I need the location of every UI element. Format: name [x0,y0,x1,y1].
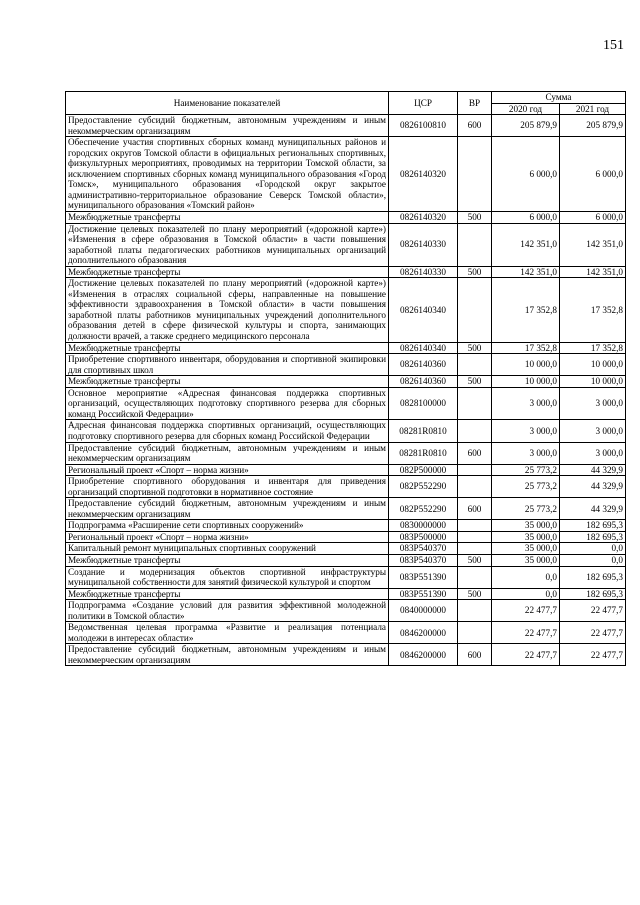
row-vr [458,420,492,442]
row-name: Предоставление субсидий бюджетным, автономным учреждениям и иным некоммерческим организациям [66,498,389,520]
row-sum-2021: 142 351,0 [560,223,626,266]
table-row [66,622,626,644]
row-sum-2020: 205 879,9 [492,115,560,137]
row-sum-2021: 182 695,3 [560,566,626,588]
row-sum-2021: 3 000,0 [560,420,626,442]
row-csr: 082P552290 [389,498,458,520]
row-sum-2020: 3 000,0 [492,442,560,464]
row-name: Приобретение спортивного инвентаря, оборудования и спортивной экипировки для спортивных школ [66,354,389,376]
row-name: Региональный проект «Спорт – норма жизни» [66,531,389,543]
row-name: Приобретение спортивного оборудования и инвентаря для приведения организаций спортивной подготовки в нормативное состояние [66,476,389,498]
row-name: Региональный проект «Спорт – норма жизни» [66,464,389,476]
row-csr: 0828100000 [389,387,458,420]
row-name: Межбюджетные трансферты [66,588,389,600]
table-row [66,566,626,588]
row-sum-2020: 35 000,0 [492,520,560,532]
row-vr: 500 [458,376,492,388]
row-sum-2021: 3 000,0 [560,387,626,420]
row-name: Капитальный ремонт муниципальных спортивных сооружений [66,543,389,555]
row-sum-2020: 22 477,7 [492,622,560,644]
row-vr: 500 [458,588,492,600]
table-row [66,376,626,388]
row-sum-2021: 44 329,9 [560,498,626,520]
row-sum-2020: 6 000,0 [492,212,560,224]
table-row [66,223,626,266]
row-csr: 0830000000 [389,520,458,532]
header-name: Наименование показателей [66,92,389,115]
table-row [66,520,626,532]
row-name: Межбюджетные трансферты [66,212,389,224]
row-csr: 0826140320 [389,137,458,212]
row-sum-2020: 0,0 [492,566,560,588]
row-csr: 08281R0810 [389,420,458,442]
row-csr: 083P500000 [389,531,458,543]
row-name: Предоставление субсидий бюджетным, автономным учреждениям и иным некоммерческим организациям [66,442,389,464]
row-sum-2020: 17 352,8 [492,342,560,354]
row-sum-2021: 0,0 [560,554,626,566]
row-vr: 500 [458,554,492,566]
row-name: Достижение целевых показателей по плану мероприятий («дорожной карте») «Изменения в отраслях социальной сферы, направленные на повышение эффективности здравоохранения в Томской области» в части повышения заработной платы работников муниципальных учреждений дополнительного образования детей в сфере физической культуры и спорта, занимающих должности врачей, а также среднего медицинского персонала [66,278,389,342]
row-sum-2021: 17 352,8 [560,278,626,342]
table-body [66,115,626,666]
table-row [66,342,626,354]
row-csr: 082P552290 [389,476,458,498]
table-row [66,387,626,420]
row-sum-2020: 10 000,0 [492,376,560,388]
header-year-2021: 2021 год [560,103,626,115]
row-name: Межбюджетные трансферты [66,342,389,354]
table-row [66,137,626,212]
table-row [66,464,626,476]
header-year-2020: 2020 год [492,103,560,115]
row-sum-2021: 10 000,0 [560,376,626,388]
row-csr: 0826140330 [389,223,458,266]
row-name: Межбюджетные трансферты [66,376,389,388]
row-sum-2020: 10 000,0 [492,354,560,376]
table-row [66,543,626,555]
row-vr: 500 [458,212,492,224]
row-sum-2020: 25 773,2 [492,464,560,476]
row-sum-2020: 25 773,2 [492,498,560,520]
row-sum-2021: 182 695,3 [560,520,626,532]
row-csr: 083P540370 [389,543,458,555]
row-sum-2020: 35 000,0 [492,531,560,543]
row-name: Ведомственная целевая программа «Развитие и реализация потенциала молодежи в интересах области» [66,622,389,644]
row-csr: 083P551390 [389,566,458,588]
row-sum-2021: 22 477,7 [560,622,626,644]
row-vr: 600 [458,442,492,464]
row-csr: 0826140340 [389,278,458,342]
row-csr: 083P551390 [389,588,458,600]
row-sum-2021: 44 329,9 [560,476,626,498]
row-sum-2021: 3 000,0 [560,442,626,464]
row-sum-2020: 142 351,0 [492,266,560,278]
row-vr [458,622,492,644]
row-csr: 082P500000 [389,464,458,476]
row-name: Обеспечение участия спортивных сборных команд муниципальных районов и городских округов Томской области в официальных региональных спортивных, физкультурных мероприятиях, проводимых на территории Томской области, за исключением спортивных сборных команд муниципального образования «Город Томск», муниципального образования «Городской округ закрытое административно-территориальное образование Северск Томской области», муниципального образования «Томский район» [66,137,389,212]
row-vr: 600 [458,644,492,666]
row-sum-2021: 22 477,7 [560,600,626,622]
row-name: Предоставление субсидий бюджетным, автономным учреждениям и иным некоммерческим организациям [66,115,389,137]
row-csr: 0826100810 [389,115,458,137]
table-row [66,212,626,224]
row-sum-2020: 17 352,8 [492,278,560,342]
row-sum-2020: 0,0 [492,588,560,600]
table-row [66,644,626,666]
table-row [66,442,626,464]
row-name: Адресная финансовая поддержка спортивных организаций, осуществляющих подготовку спортивного резерва для сборных команд Российской Федерации [66,420,389,442]
row-name: Основное мероприятие «Адресная финансовая поддержка спортивных организаций, осуществляющих подготовку спортивного резерва для сборных команд Российской Федерации» [66,387,389,420]
row-vr: 600 [458,115,492,137]
header-csr: ЦСР [389,92,458,115]
page-number: 151 [603,38,624,53]
row-sum-2021: 142 351,0 [560,266,626,278]
table-header [66,92,626,115]
row-sum-2021: 44 329,9 [560,464,626,476]
table-row [66,554,626,566]
budget-table [65,91,626,666]
row-vr [458,531,492,543]
table-row [66,498,626,520]
row-csr: 0846200000 [389,644,458,666]
row-sum-2020: 3 000,0 [492,420,560,442]
row-sum-2021: 205 879,9 [560,115,626,137]
row-vr [458,278,492,342]
row-name: Достижение целевых показателей по плану мероприятий («дорожной карте») «Изменения в сфере образования в Томской области» в части повышения заработной платы педагогических работников муниципальных организаций дополнительного образования [66,223,389,266]
table-row [66,354,626,376]
row-csr: 0826140320 [389,212,458,224]
row-vr [458,566,492,588]
row-vr [458,354,492,376]
row-csr: 0846200000 [389,622,458,644]
table-row [66,278,626,342]
row-vr [458,600,492,622]
table-row [66,115,626,137]
row-vr [458,137,492,212]
header-vr: ВР [458,92,492,115]
row-name: Межбюджетные трансферты [66,554,389,566]
header-sum: Сумма [492,92,626,104]
row-sum-2021: 6 000,0 [560,137,626,212]
row-vr: 600 [458,498,492,520]
row-name: Межбюджетные трансферты [66,266,389,278]
row-vr [458,387,492,420]
row-csr: 083P540370 [389,554,458,566]
row-sum-2021: 6 000,0 [560,212,626,224]
row-csr: 0826140330 [389,266,458,278]
row-sum-2021: 182 695,3 [560,588,626,600]
row-vr [458,520,492,532]
row-name: Подпрограмма «Создание условий для развития эффективной молодежной политики в Томской области» [66,600,389,622]
row-csr: 0826140360 [389,376,458,388]
row-csr: 0826140340 [389,342,458,354]
row-vr [458,223,492,266]
row-name: Подпрограмма «Расширение сети спортивных сооружений» [66,520,389,532]
row-name: Создание и модернизация объектов спортивной инфраструктуры муниципальной собственности для занятий физической культурой и спортом [66,566,389,588]
row-vr [458,476,492,498]
row-csr: 08281R0810 [389,442,458,464]
row-sum-2020: 35 000,0 [492,543,560,555]
row-sum-2020: 142 351,0 [492,223,560,266]
table-row [66,600,626,622]
row-sum-2021: 17 352,8 [560,342,626,354]
table-row [66,420,626,442]
row-sum-2020: 6 000,0 [492,137,560,212]
row-sum-2020: 22 477,7 [492,644,560,666]
row-sum-2021: 22 477,7 [560,644,626,666]
row-vr [458,464,492,476]
row-sum-2020: 25 773,2 [492,476,560,498]
row-vr: 500 [458,342,492,354]
row-sum-2020: 22 477,7 [492,600,560,622]
row-sum-2021: 10 000,0 [560,354,626,376]
row-sum-2021: 0,0 [560,543,626,555]
table-row [66,476,626,498]
table-row [66,588,626,600]
row-vr: 500 [458,266,492,278]
row-sum-2021: 182 695,3 [560,531,626,543]
row-csr: 0826140360 [389,354,458,376]
table-row [66,531,626,543]
row-name: Предоставление субсидий бюджетным, автономным учреждениям и иным некоммерческим организациям [66,644,389,666]
row-sum-2020: 35 000,0 [492,554,560,566]
table-row [66,266,626,278]
row-vr [458,543,492,555]
row-sum-2020: 3 000,0 [492,387,560,420]
row-csr: 0840000000 [389,600,458,622]
